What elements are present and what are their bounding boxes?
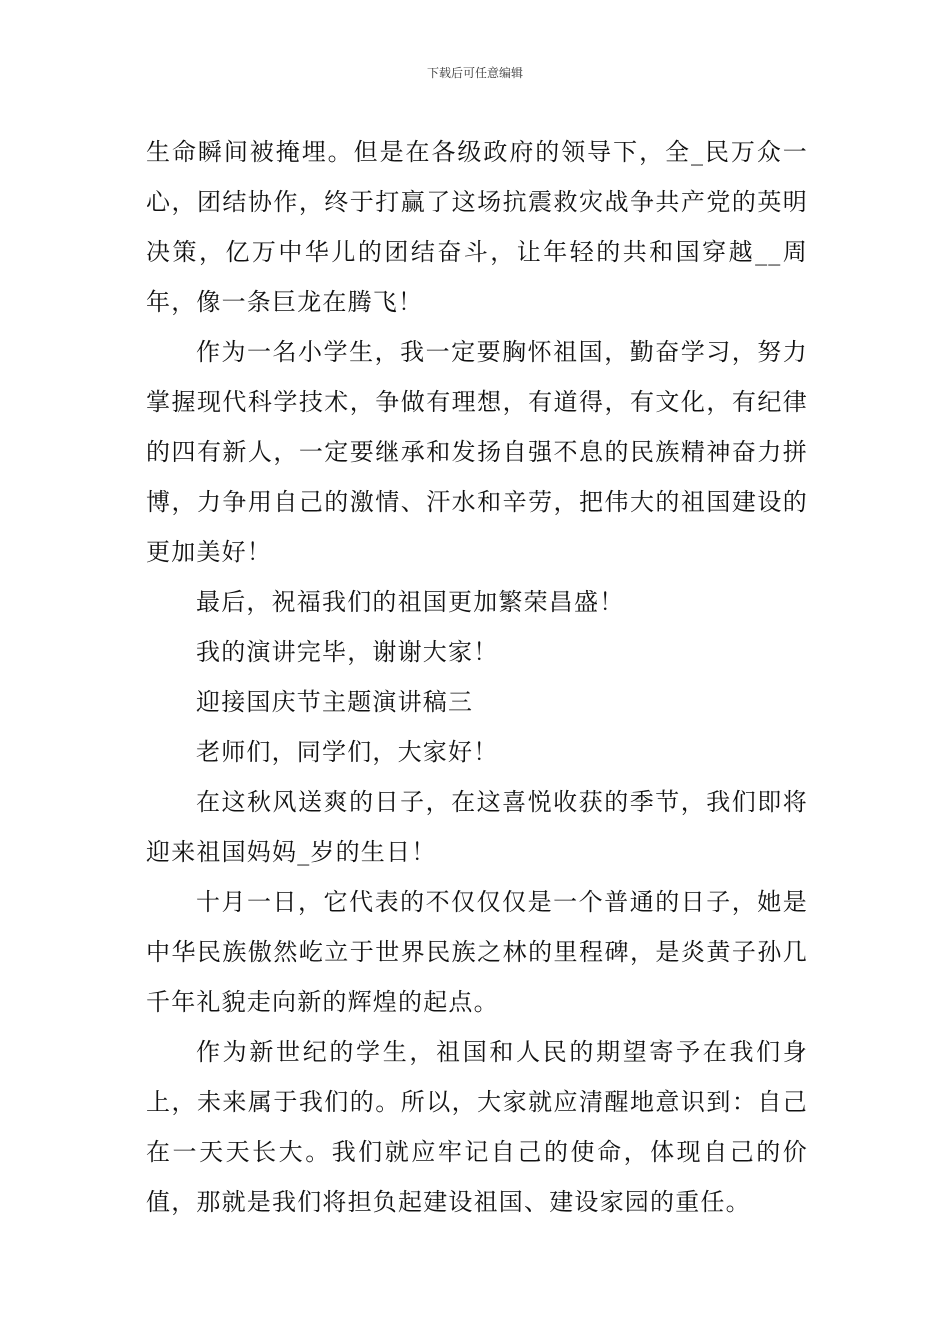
document-body	[146, 127, 808, 1227]
paragraph-3: 最后，祝福我们的祖国更加繁荣昌盛！	[196, 588, 625, 616]
paragraph-4: 我的演讲完毕，谢谢大家！	[196, 638, 499, 666]
section-heading: 迎接国庆节主题演讲稿三	[196, 688, 474, 716]
greeting-paragraph: 老师们，同学们，大家好！	[196, 738, 499, 766]
paragraph-8: 十月一日，它代表的不仅仅仅是一个普通的日子，她是中华民族傲然屹立于世界民族之林的里程碑，是炎黄子孙几千年礼貌走向新的辉煌的起点。	[146, 888, 808, 1016]
paragraph-1: 生命瞬间被掩埋。但是在各级政府的领导下，全_民万众一心，团结协作，终于打赢了这场抗震救灾战争共产党的英明决策，亿万中华儿的团结奋斗，让年轻的共和国穿越__周年，像一条巨龙在腾飞！	[146, 138, 808, 316]
paragraph-9: 作为新世纪的学生，祖国和人民的期望寄予在我们身上，未来属于我们的。所以，大家就应清醒地意识到：自己在一天天长大。我们就应牢记自己的使命，体现自己的价值，那就是我们将担负起建设祖国、建设家园的重任。	[146, 1038, 808, 1216]
page-header-note: 下载后可任意编辑	[426, 66, 523, 80]
paragraph-7: 在这秋风送爽的日子，在这喜悦收获的季节，我们即将迎来祖国妈妈_岁的生日！	[146, 788, 808, 866]
paragraph-2: 作为一名小学生，我一定要胸怀祖国，勤奋学习，努力掌握现代科学技术，争做有理想，有道得，有文化，有纪律的四有新人，一定要继承和发扬自强不息的民族精神奋力拼博，力争用自己的激情、汗水和辛劳，把伟大的祖国建设的更加美好！	[146, 338, 808, 566]
